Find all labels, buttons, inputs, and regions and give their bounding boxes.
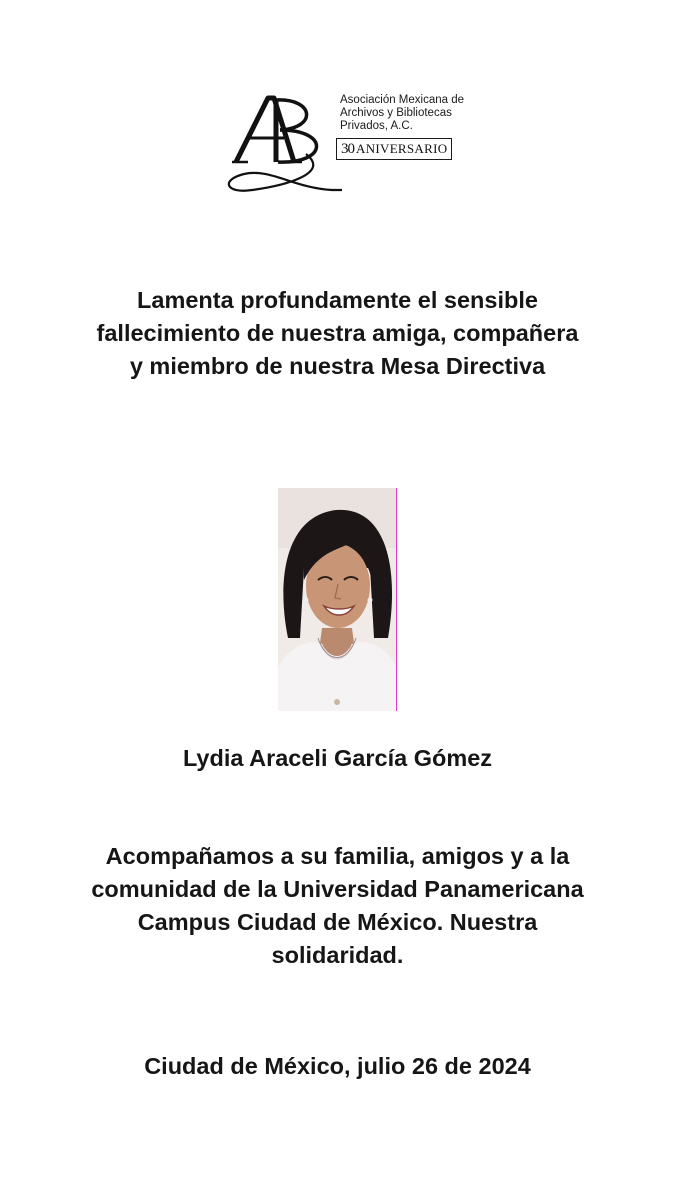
message-line: comunidad de la Universidad Panamericana xyxy=(91,876,584,902)
date-text: Ciudad de México, julio 26 de 2024 xyxy=(144,1053,531,1079)
person-name xyxy=(0,742,675,775)
message-line: Campus Ciudad de México. Nuestra xyxy=(137,909,538,935)
condolence-message xyxy=(0,284,675,383)
association-logo xyxy=(222,90,472,202)
org-name-line: Privados, A.C. xyxy=(340,120,413,132)
solidarity-message xyxy=(0,840,675,972)
message-line: Lamenta profundamente el sensible xyxy=(137,287,538,313)
organization-name xyxy=(340,94,480,133)
message-line: fallecimiento de nuestra amiga, compañera xyxy=(96,320,579,346)
anniversary-number: 30 xyxy=(341,140,354,157)
org-name-line: Archivos y Bibliotecas xyxy=(340,107,452,119)
portrait-illustration xyxy=(278,488,396,711)
anniversary-badge xyxy=(336,138,452,160)
person-name-text: Lydia Araceli García Gómez xyxy=(182,745,493,771)
anniversary-label: ANIVERSARIO xyxy=(356,141,448,156)
message-line: solidaridad. xyxy=(271,942,404,968)
portrait-photo xyxy=(278,488,397,711)
ab-monogram-icon xyxy=(222,90,342,202)
message-line: y miembro de nuestra Mesa Directiva xyxy=(129,353,546,379)
place-and-date xyxy=(0,1050,675,1083)
message-line: Acompañamos a su familia, amigos y a la xyxy=(105,843,570,869)
org-name-line: Asociación Mexicana de xyxy=(340,94,465,106)
